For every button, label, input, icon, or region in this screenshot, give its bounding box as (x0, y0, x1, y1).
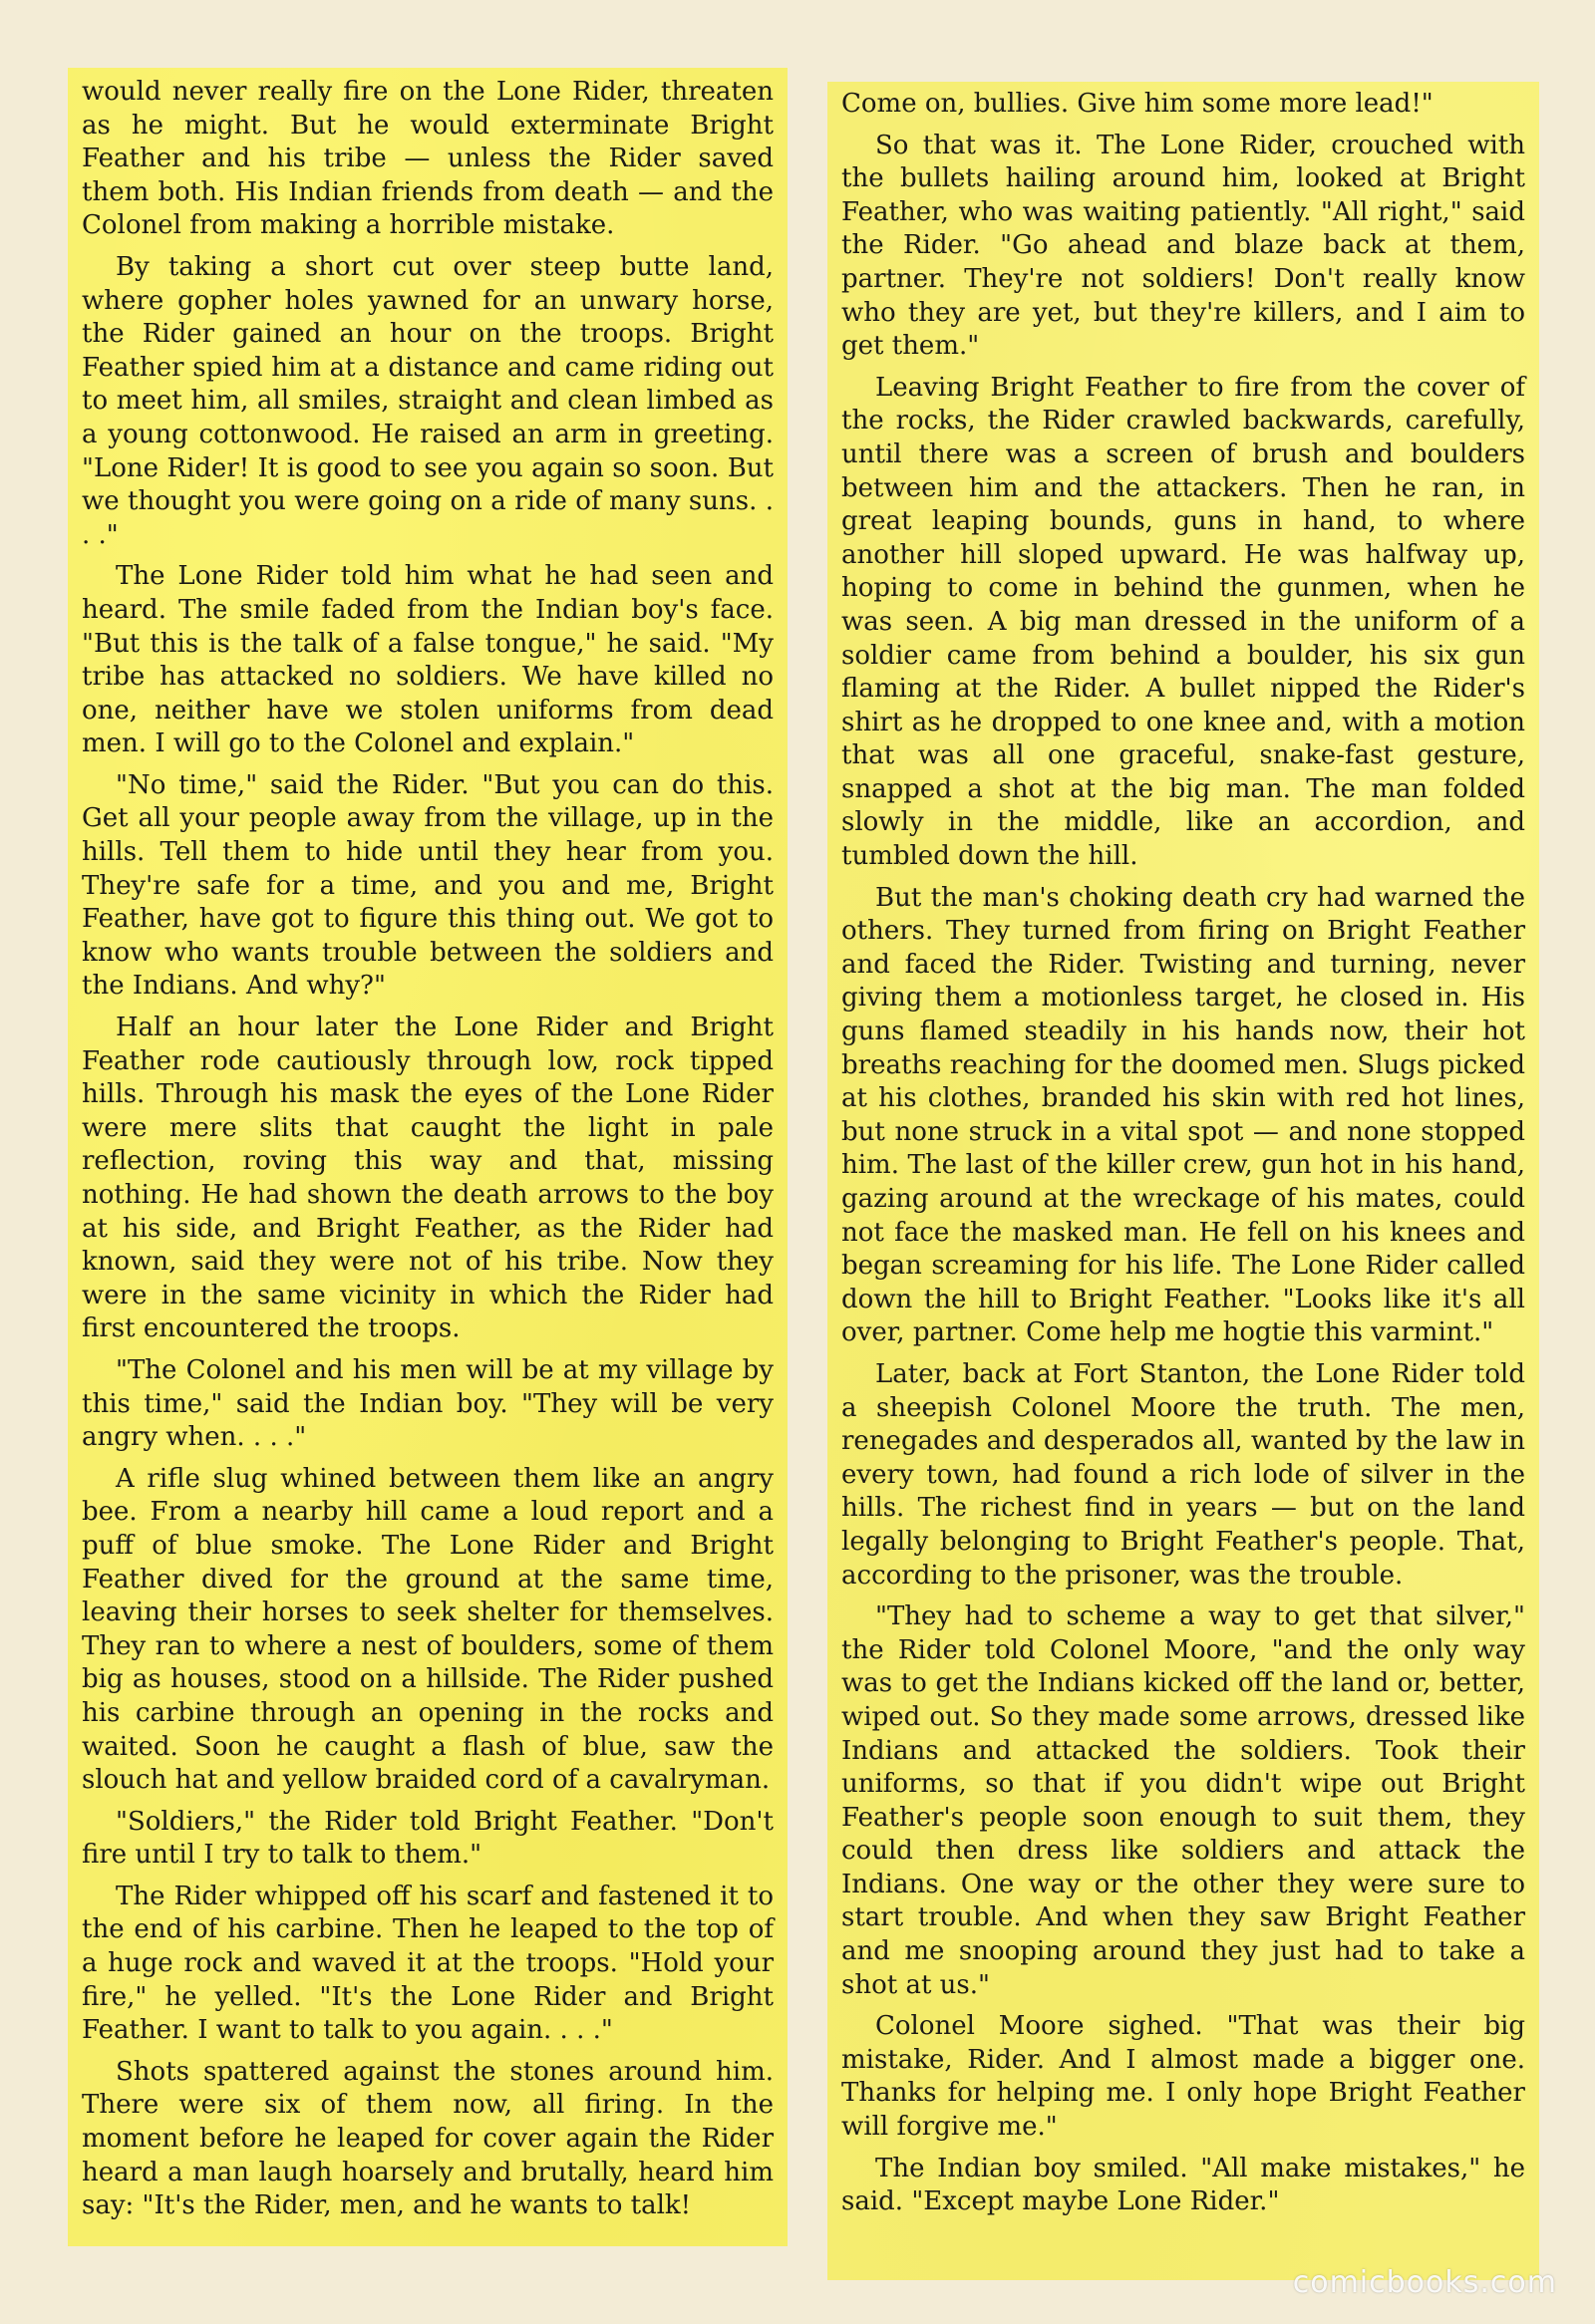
left-paragraph-2: By taking a short cut over steep butte land, where gopher holes yawned for an unwary horse, the Rider gained an hour on the troops. Bright Feather spied him at a distance and came riding out to meet him, all smiles, straight and clean limbed as a young cottonwood. He raised an arm in greeting. "Lone Rider! It is good to see you again so soon. But we thought you were going on a ride of many suns. . . ." (82, 251, 774, 550)
left-paragraph-7: A rifle slug whined between them like an angry bee. From a nearby hill came a loud report and a puff of blue smoke. The Lone Rider and Bright Feather dived for the ground at the same time, leaving their horses to seek shelter for themselves. They ran to where a nest of boulders, some of them big as houses, stood on a hillside. The Rider pushed his carbine through an opening in the rocks and waited. Soon he caught a flash of blue, saw the slouch hat and yellow braided cord of a cavalryman. (82, 1463, 774, 1796)
right-paragraph-2: So that was it. The Lone Rider, crouched with the bullets hailing around him, looked at Bright Feather, who was waiting patiently. "All right," said the Rider. "Go ahead and blaze back at them, partner. They're not soldiers! Don't really know who they are yet, but they're killers, and I aim to get them." (841, 130, 1525, 362)
left-paragraph-1: would never really fire on the Lone Rider, threaten as he might. But he would exterminate Bright Feather and his tribe — unless the Rider saved them both. His Indian friends from death — and the Colonel from making a horrible mistake. (82, 77, 774, 241)
left-paragraph-9: The Rider whipped off his scarf and fastened it to the end of his carbine. Then he leaped to the top of a huge rock and waved it at the troops. "Hold your fire," he yelled. "It's the Lone Rider and Bright Feather. I want to talk to you again. . . ." (82, 1881, 774, 2046)
left-paragraph-5: Half an hour later the Lone Rider and Bright Feather rode cautiously through low, rock tipped hills. Through his mask the eyes of the Lone Rider were mere slits that caught the light in pale reflection, roving this way and that, missing nothing. He had shown the death arrows to the boy at his side, and Bright Feather, as the Rider had known, said they were not of his tribe. Now they were in the same vicinity in which the Rider had first encountered the troops. (82, 1013, 774, 1344)
left-paragraph-4: "No time," said the Rider. "But you can do this. Get all your people away from the village, up in the hills. Tell them to hide until they hear from you. They're safe for a time, and you and me, Bright Feather, have got to figure this thing out. We got to know who wants trouble between the soldiers and the Indians. And why?" (82, 769, 774, 1002)
left-paragraph-8: "Soldiers," the Rider told Bright Feather. "Don't fire until I try to talk to them." (82, 1806, 774, 1871)
right-paragraph-4: But the man's choking death cry had warned the others. They turned from firing on Bright Feather and faced the Rider. Twisting and turning, never giving them a motionless target, he closed in. His guns flamed steadily in his hands now, their hot breaths reaching for the doomed men. Slugs picked at his clothes, branded his skin with red hot lines, but none struck in a vital spot — and none stopped him. The last of the killer crew, gun hot in his hand, gazing around at the wreckage of his mates, could not face the masked man. He fell on his knees and began screaming for his life. The Lone Rider called down the hill to Bright Feather. "Looks like it's all over, partner. Come help me hogtie this varmint." (841, 882, 1525, 1348)
right-paragraph-5: Later, back at Fort Stanton, the Lone Rider told a sheepish Colonel Moore the truth. The men, renegades and desperados all, wanted by the law in every town, had found a rich lode of silver in the hills. The richest find in years — but on the land legally belonging to Bright Feather's people. That, according to the prisoner, was the trouble. (841, 1358, 1525, 1591)
left-text-column (68, 68, 788, 2246)
left-paragraph-10: Shots spattered against the stones around him. There were six of them now, all firing. In the moment before he leaped for cover again the Rider heard a man laugh hoarsely and brutally, heard him say: "It's the Rider, men, and he wants to talk! (82, 2056, 774, 2221)
right-paragraph-3: Leaving Bright Feather to fire from the cover of the rocks, the Rider crawled backwards, carefully, until there was a screen of brush and boulders between him and the attackers. Then he ran, in great leaping bounds, guns in hand, to where another hill sloped upward. He was halfway up, hoping to come in behind the gunmen, when he was seen. A big man dressed in the uniform of a soldier came from behind a boulder, his six gun flaming at the Rider. A bullet nipped the Rider's shirt as he dropped to one knee and, with a motion that was all one graceful, snake-fast gesture, snapped a shot at the big man. The man folded slowly in the middle, like an accordion, and tumbled down the hill. (841, 372, 1525, 872)
watermark: comicbooks.com (1292, 2265, 1557, 2300)
right-paragraph-1: Come on, bullies. Give him some more lead!" (841, 89, 1434, 119)
left-paragraph-3: The Lone Rider told him what he had seen and heard. The smile faded from the Indian boy's face. "But this is the talk of a false tongue," he said. "My tribe has attacked no soldiers. We have killed no one, neither have we stolen uniforms from dead men. I will go to the Colonel and explain." (82, 561, 774, 759)
left-paragraph-6: "The Colonel and his men will be at my village by this time," said the Indian boy. "They will be very angry when. . . ." (82, 1354, 774, 1453)
right-text-column (827, 82, 1539, 2280)
right-paragraph-7: Colonel Moore sighed. "That was their big mistake, Rider. And I almost made a bigger one. Thanks for helping me. I only hope Bright Feather will forgive me." (841, 2011, 1525, 2143)
right-paragraph-8: The Indian boy smiled. "All make mistakes," he said. "Except maybe Lone Rider." (841, 2153, 1525, 2217)
right-paragraph-6: "They had to scheme a way to get that silver," the Rider told Colonel Moore, "and the only way was to get the Indians kicked off the land or, better, wiped out. So they made some arrows, dressed like Indians and attacked the soldiers. Took their uniforms, so that if you didn't wipe out Bright Feather's people soon enough to suit them, they could then dress like soldiers and attack the Indians. One way or the other they were sure to start trouble. And when they saw Bright Feather and me snooping around they just had to take a shot at us." (841, 1601, 1525, 2000)
